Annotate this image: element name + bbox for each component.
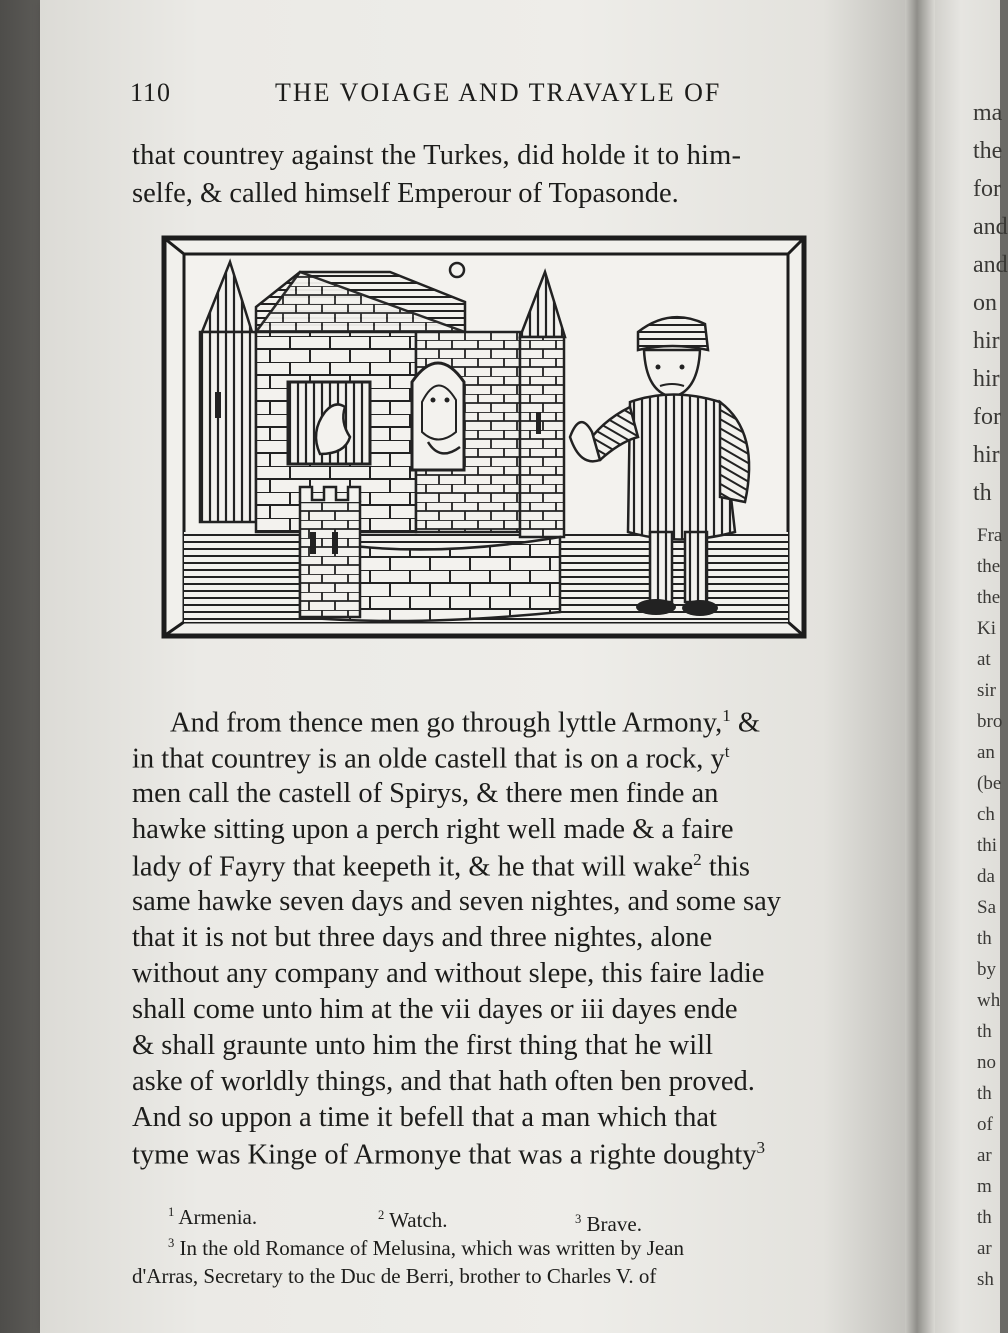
body-line	[132, 994, 737, 1026]
footnote-marker: 3	[756, 1138, 766, 1157]
facing-page-fragment: ma	[973, 100, 1003, 126]
facing-page-fragment: th	[977, 1021, 992, 1042]
facing-page-fragment: ch	[977, 804, 995, 825]
body-line	[132, 958, 764, 990]
facing-page-fragment: of	[977, 1114, 993, 1135]
facing-page-fragment: th	[977, 1207, 992, 1228]
body-line-text: & shall graunte unto him the first thing that he will	[132, 1030, 713, 1061]
facing-page-fragment: bro	[977, 711, 1003, 732]
body-line-text: And from thence men go through lyttle Armony,	[170, 707, 723, 739]
facing-page-fragment: the	[977, 587, 1001, 608]
right-page-edge	[935, 0, 1008, 1333]
body-line	[132, 1030, 713, 1062]
body-line-text: tyme was Kinge of Armonye that was a righte doughty	[132, 1139, 757, 1171]
body-line	[132, 1066, 755, 1098]
body-line-text: that it is not but three days and three nightes, alone	[132, 922, 713, 953]
facing-page-fragment: Fra	[977, 525, 1003, 546]
footnote-3: $^3$ Brave.	[575, 1212, 642, 1236]
body-line-text: same hawke seven days and seven nightes, and some say	[132, 886, 781, 917]
body-line-text: And so uppon a time it befell that a man which that	[132, 1102, 717, 1133]
facing-page-fragment: the	[973, 138, 1003, 164]
footnote-marker: t	[724, 742, 730, 761]
footnote-marker: 2	[693, 850, 702, 869]
facing-page-fragment: by	[977, 959, 996, 980]
facing-page-fragment: and	[973, 214, 1008, 240]
body-line	[132, 1138, 765, 1172]
facing-page-fragment: thi	[977, 835, 998, 856]
facing-page-fragment: wh	[977, 990, 1001, 1011]
facing-page-fragment: ar	[977, 1145, 992, 1166]
footnote-2: $^2$ Watch.	[378, 1208, 448, 1232]
facing-page-fragment: hir	[973, 366, 1000, 392]
body-line	[132, 922, 712, 954]
facing-page-fragment: (be	[977, 773, 1002, 794]
body-line	[132, 850, 750, 884]
facing-page-fragment: th	[973, 480, 992, 506]
footnote-3-text: d'Arras, Secretary to the Duc de Berri, brother to Charles V. of	[132, 1264, 657, 1288]
facing-page-fragment: at	[977, 649, 991, 670]
footnote-row	[168, 1205, 257, 1230]
footnote-marker: 1	[722, 706, 731, 725]
facing-page-fragment: ar	[977, 1238, 992, 1259]
facing-page-fragment: Sa	[977, 897, 996, 918]
body-line	[132, 1102, 717, 1134]
page-number: 110	[130, 78, 172, 107]
intro-line: selfe, & called himself Emperour of Topasonde.	[132, 178, 679, 209]
facing-page-fragment: da	[977, 866, 995, 887]
body-line	[170, 706, 760, 740]
facing-page-fragment: and	[973, 252, 1008, 278]
facing-page-fragment: on	[973, 290, 997, 316]
facing-page-fragment: m	[977, 1176, 992, 1197]
facing-page-fragment: th	[977, 1083, 992, 1104]
body-line-tail: this	[701, 851, 750, 883]
facing-page-fragment: sh	[977, 1269, 994, 1290]
facing-page-fragment: hir	[973, 328, 1000, 354]
facing-page-fragment: no	[977, 1052, 996, 1073]
facing-page-fragment: sir	[977, 680, 996, 701]
body-line-text: in that countrey is an olde castell that is on a rock, y	[132, 743, 725, 775]
facing-page-fragment: hir	[973, 442, 1000, 468]
facing-page-fragment: for	[973, 404, 1001, 430]
intro-line: that countrey against the Turkes, did holde it to him-	[132, 140, 742, 171]
facing-page-fragment: the	[977, 556, 1001, 577]
body-line-tail: &	[730, 707, 761, 739]
facing-page-fragment: an	[977, 742, 995, 763]
body-line	[132, 742, 730, 776]
book-gutter	[905, 0, 935, 1333]
body-line	[132, 814, 733, 846]
footnote-1: $^1$ Armenia.	[168, 1205, 258, 1229]
footnote-3-text: $^3$ In the old Romance of Melusina, which was written by Jean	[168, 1236, 685, 1260]
facing-page-fragment: th	[977, 928, 992, 949]
body-line-text: aske of worldly things, and that hath often ben proved.	[132, 1066, 755, 1097]
body-line-text: without any company and without slepe, this faire ladie	[132, 958, 765, 989]
facing-page-fragment: for	[973, 176, 1001, 202]
body-line-text: lady of Fayry that keepeth it, & he that will wake	[132, 851, 694, 883]
body-line	[132, 778, 718, 810]
woodcut-illustration	[160, 232, 810, 642]
body-line-text: shall come unto him at the vii dayes or iii dayes ende	[132, 994, 738, 1025]
facing-page-fragment: Ki	[977, 618, 996, 639]
body-line-text: hawke sitting upon a perch right well made & a faire	[132, 814, 734, 845]
body-line	[132, 886, 781, 918]
running-title: THE VOIAGE AND TRAVAYLE OF	[275, 78, 722, 107]
body-line-text: men call the castell of Spirys, & there men finde an	[132, 778, 719, 809]
